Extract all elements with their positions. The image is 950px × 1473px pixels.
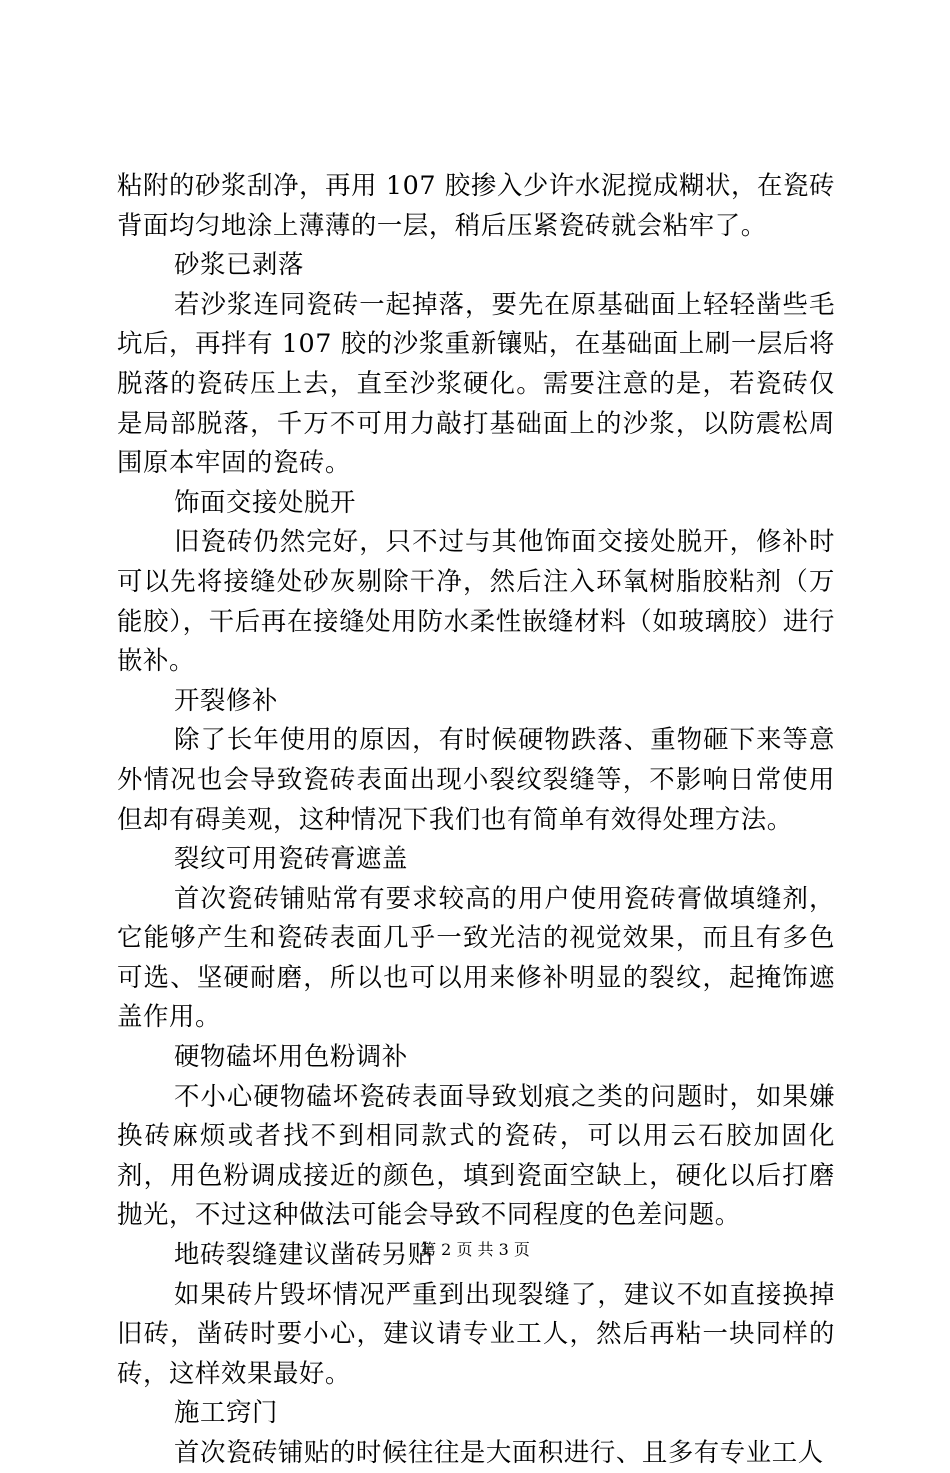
section-heading: 饰面交接处脱开 [174,486,356,517]
section-heading: 施工窍门 [174,1397,278,1428]
body-paragraph: 除了长年使用的原因，有时候硬物跌落、重物砸下来等意外情况也会导致瓷砖表面出现小裂纹裂缝等，不影响日常使用但却有碍美观，这种情况下我们也有简单有效得处理方法。 [117,724,835,834]
body-paragraph: 旧瓷砖仍然完好，只不过与其他饰面交接处脱开，修补时可以先将接缝处砂灰剔除干净，然后注入环氧树脂胶粘剂（万能胶），干后再在接缝处用防水柔性嵌缝材料（如玻璃胶）进行嵌补。 [117,526,835,676]
body-paragraph: 如果砖片毁坏情况严重到出现裂缝了，建议不如直接换掉旧砖，凿砖时要小心，建议请专业工人，然后再粘一块同样的砖，这样效果最好。 [117,1278,835,1388]
body-paragraph: 不小心硬物磕坏瓷砖表面导致划痕之类的问题时，如果嫌换砖麻烦或者找不到相同款式的瓷砖，可以用云石胶加固化剂，用色粉调成接近的颜色，填到瓷面空缺上，硬化以后打磨抛光，不过这种做法可能会导致不同程度的色差问题。 [117,1080,835,1230]
section-heading: 地砖裂缝建议凿砖另贴 [174,1239,434,1270]
body-paragraph: 若沙浆连同瓷砖一起掉落，要先在原基础面上轻轻凿些毛坑后，再拌有 107 胶的沙浆重新镶贴，在基础面上刷一层后将脱落的瓷砖压上去，直至沙浆硬化。需要注意的是，若瓷砖仅是局部脱落，千万不可用力敲打基础面上的沙浆，以防震松周围原本牢固的瓷砖。 [117,288,835,478]
body-paragraph: 粘附的砂浆刮净，再用 107 胶掺入少许水泥搅成糊状，在瓷砖背面均匀地涂上薄薄的一层，稍后压紧瓷砖就会粘牢了。 [117,170,835,240]
body-paragraph: 首次瓷砖铺贴常有要求较高的用户使用瓷砖膏做填缝剂，它能够产生和瓷砖表面几乎一致光洁的视觉效果，而且有多色可选、坚硬耐磨，所以也可以用来修补明显的裂纹，起掩饰遮盖作用。 [117,882,835,1032]
section-heading: 硬物磕坏用色粉调补 [174,1041,408,1072]
document-body [117,166,835,1473]
section-heading: 开裂修补 [174,684,278,715]
section-heading: 砂浆已剥落 [174,249,304,280]
body-paragraph: 首次瓷砖铺贴的时候往往是大面积进行、且多有专业工人 [174,1437,824,1467]
page-number-footer: 第 2 页 共 3 页 [420,1240,530,1259]
section-heading: 裂纹可用瓷砖膏遮盖 [174,843,408,874]
